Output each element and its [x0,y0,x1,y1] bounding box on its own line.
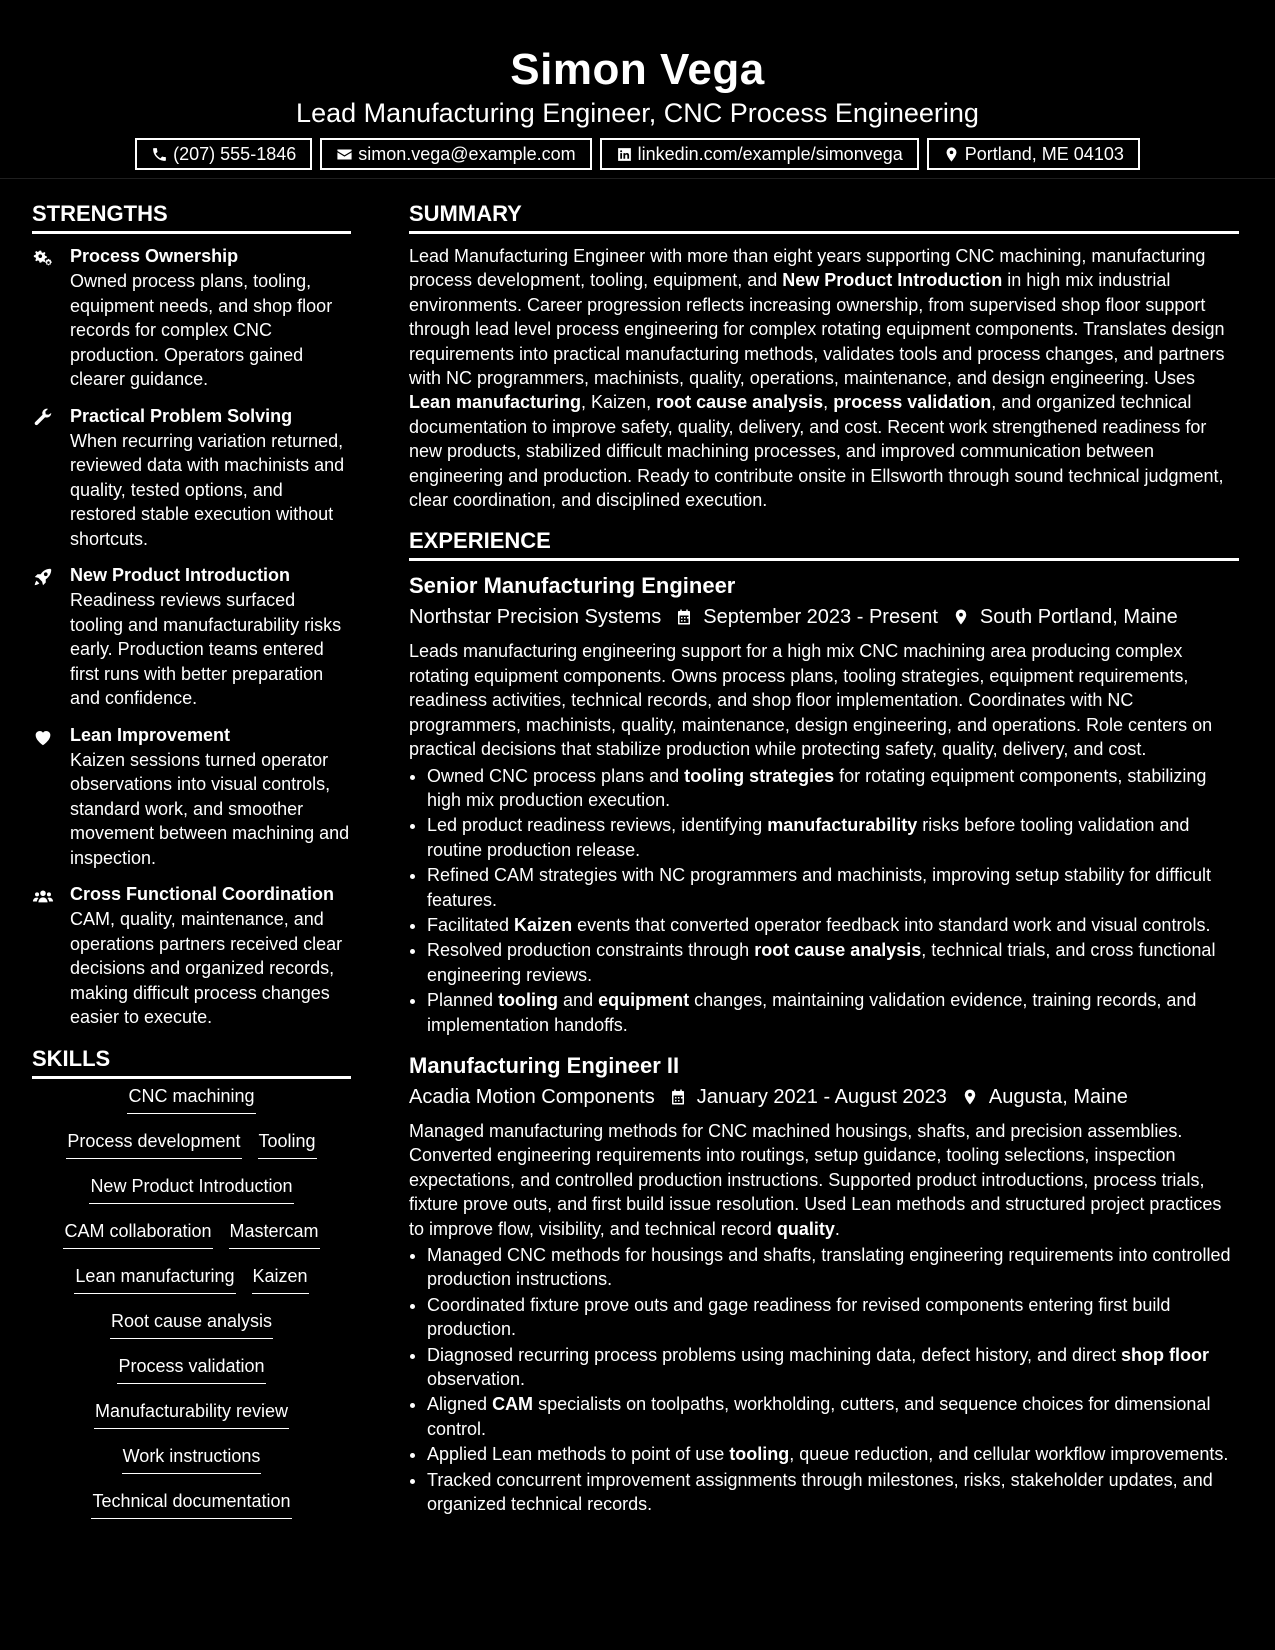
job-bullet: • Diagnosed recurring process problems using machining data, defect history, and direct shop floor observation. [427,1343,1239,1392]
strength-item [32,244,351,392]
strength-text: Kaizen sessions turned operator observations into visual controls, standard work, and smoother movement between machining and inspection. [70,749,350,868]
job-bullet: • Coordinated fixture prove outs and gage readiness for revised components entering first build production. [427,1293,1239,1342]
wrench-icon [32,407,54,429]
strength-item [32,882,351,1030]
strength-item [32,563,351,711]
map-pin-icon [943,146,960,163]
resume-header [0,0,1275,179]
skill-tag: Process validation [117,1353,265,1384]
contact-email-text: simon.vega@example.com [358,143,576,164]
strength-item [32,404,351,552]
skill-tag: Manufacturability review [94,1398,289,1429]
skill-tag: Mastercam [229,1218,320,1249]
strength-title: Cross Functional Coordination [70,884,334,904]
contact-phone[interactable] [135,138,312,170]
job-location: Augusta, Maine [988,1085,1128,1108]
contact-location-text: Portland, ME 04103 [964,143,1124,164]
left-column [32,197,351,1530]
strength-text: CAM, quality, maintenance, and operations partners received clear decisions and organized records, making difficult process changes easier to execute. [70,909,343,1027]
job-entry [409,1051,1239,1517]
candidate-name: Simon Vega [510,45,765,94]
job-company: Acadia Motion Components [409,1085,655,1108]
skills-section [32,1042,351,1529]
heart-icon [32,726,54,748]
contact-location [927,138,1140,170]
resume-columns [0,197,1275,1530]
skill-tag: CAM collaboration [63,1218,212,1249]
job-bullet: • Managed CNC methods for housings and shafts, translating engineering requirements into controlled production instructions. [427,1243,1239,1292]
job-description: Leads manufacturing engineering support for a high mix CNC machining area producing complex rotating equipment components. Owns process plans, tooling strategies, equipment requirements, readiness activities, technical records, and shop floor implementation. Coordinates with NC programmers, machinists, quality, maintenance, design engineering, and operations. Role centers on practical decisions that stabilize production while protecting safety, quality, delivery, and cost. [409,641,1213,760]
job-bullet: • Resolved production constraints through root cause analysis, technical trials, and cross functional engineering reviews. [427,938,1239,987]
contact-phone-text: (207) 555-1846 [173,143,297,164]
users-icon [32,885,54,907]
job-bullet: • Aligned CAM specialists on toolpaths, workholding, cutters, and sequence choices for dimensional control. [427,1392,1239,1441]
linkedin-icon [616,146,633,163]
job-location: South Portland, Maine [979,606,1178,629]
job-bullet: • Led product readiness reviews, identifying manufacturability risks before tooling validation and routine production release. [427,813,1239,862]
summary-heading: SUMMARY [409,197,1239,234]
candidate-headline: Lead Manufacturing Engineer, CNC Process Engineering [296,98,979,128]
job-company: Northstar Precision Systems [409,606,662,629]
rocket-icon [32,566,54,588]
skills-heading: SKILLS [32,1042,351,1079]
map-pin-icon [952,607,970,627]
skill-tag: Work instructions [122,1443,262,1474]
strength-text: Owned process plans, tooling, equipment needs, and shop floor records for complex CNC production. Operators gained clearer guidance. [70,271,333,389]
skill-tag: Tooling [258,1128,317,1159]
experience-section [409,524,1239,1516]
skill-tag: Process development [66,1128,241,1159]
strength-item [32,723,351,871]
contact-linkedin-text: linkedin.com/example/simonvega [637,143,903,164]
map-pin-icon [961,1087,979,1107]
skill-tag: CNC machining [127,1083,255,1114]
envelope-icon [336,146,353,163]
contact-linkedin[interactable] [600,138,919,170]
contact-email[interactable] [320,138,591,170]
job-bullet: • Refined CAM strategies with NC programmers and machinists, improving setup stability for difficult features. [427,863,1239,912]
job-bullet: • Facilitated Kaizen events that converted operator feedback into standard work and visual controls. [427,913,1239,937]
skill-tag: Technical documentation [91,1488,291,1519]
right-column [409,197,1239,1530]
job-meta [409,601,1239,633]
strengths-heading: STRENGTHS [32,197,351,234]
calendar-icon [675,607,693,627]
job-bullet: • Owned CNC process plans and tooling strategies for rotating equipment components, stabilizing high mix production execution. [427,764,1239,813]
job-title: Senior Manufacturing Engineer [409,573,736,599]
job-dates: September 2023 - Present [703,606,938,629]
phone-icon [151,146,168,163]
strength-title: Practical Problem Solving [70,405,293,426]
job-dates: January 2021 - August 2023 [696,1085,947,1108]
contact-bar [0,138,1275,170]
calendar-icon [669,1087,687,1107]
summary-text: Lead Manufacturing Engineer with more than eight years supporting CNC machining, manufacturing process development, tooling, equipment, and New Product Introduction in high mix industrial environments. Career progression reflects increasing ownership, from supervised shop floor support through lead level process engineering for complex rotating equipment components. Translates design requirements into practical manufacturing methods, validates tools and process changes, and partners with NC programmers, machinists, quality, operations, maintenance, and design engineering. Uses Lean manufacturing, Kaizen, root cause analysis, process validation, and organized technical documentation to improve safety, quality, delivery, and cost. Recent work strengthened readiness for new products, stabilized difficult machining processes, and improved communication between engineering and production. Ready to contribute onsite in Ellsworth through sound technical judgment, clear coordination, and disciplined execution. [409,246,1225,511]
strength-text: When recurring variation returned, reviewed data with machinists and quality, tested options, and restored stable execution without shortcuts. [70,430,345,549]
strength-title: New Product Introduction [70,565,290,585]
skill-tag: New Product Introduction [89,1173,293,1204]
experience-heading: EXPERIENCE [409,524,1239,561]
job-description: Managed manufacturing methods for CNC machined housings, shafts, and precision assemblies. Converted engineering requirements into routings, setup guidance, tooling selections, inspection expectations, and controlled production instructions. Supported product introductions, process trials, fixture prove outs, and first build issue resolution. Used Lean methods and structured project practices to improve flow, visibility, and technical record quality. [409,1120,1222,1239]
job-bullets [409,1243,1239,1516]
job-meta [409,1081,1239,1113]
skill-tag: Kaizen [252,1263,309,1294]
strength-text: Readiness reviews surfaced tooling and manufacturability risks early. Production teams entered first runs with better preparation and confidence. [70,590,342,708]
strength-title: Process Ownership [70,246,239,266]
job-bullets [409,764,1239,1037]
skill-tag: Lean manufacturing [74,1263,235,1294]
skill-tag: Root cause analysis [110,1308,273,1339]
job-title: Manufacturing Engineer II [409,1052,680,1078]
job-bullet: • Tracked concurrent improvement assignments through milestones, risks, stakeholder updates, and organized technical records. [427,1468,1239,1517]
job-bullet: • Planned tooling and equipment changes, maintaining validation evidence, training records, and implementation handoffs. [427,988,1239,1037]
gears-icon [32,247,54,269]
job-entry [409,571,1239,1037]
strength-title: Lean Improvement [70,724,231,745]
job-bullet: • Applied Lean methods to point of use tooling, queue reduction, and cellular workflow improvements. [427,1442,1239,1466]
